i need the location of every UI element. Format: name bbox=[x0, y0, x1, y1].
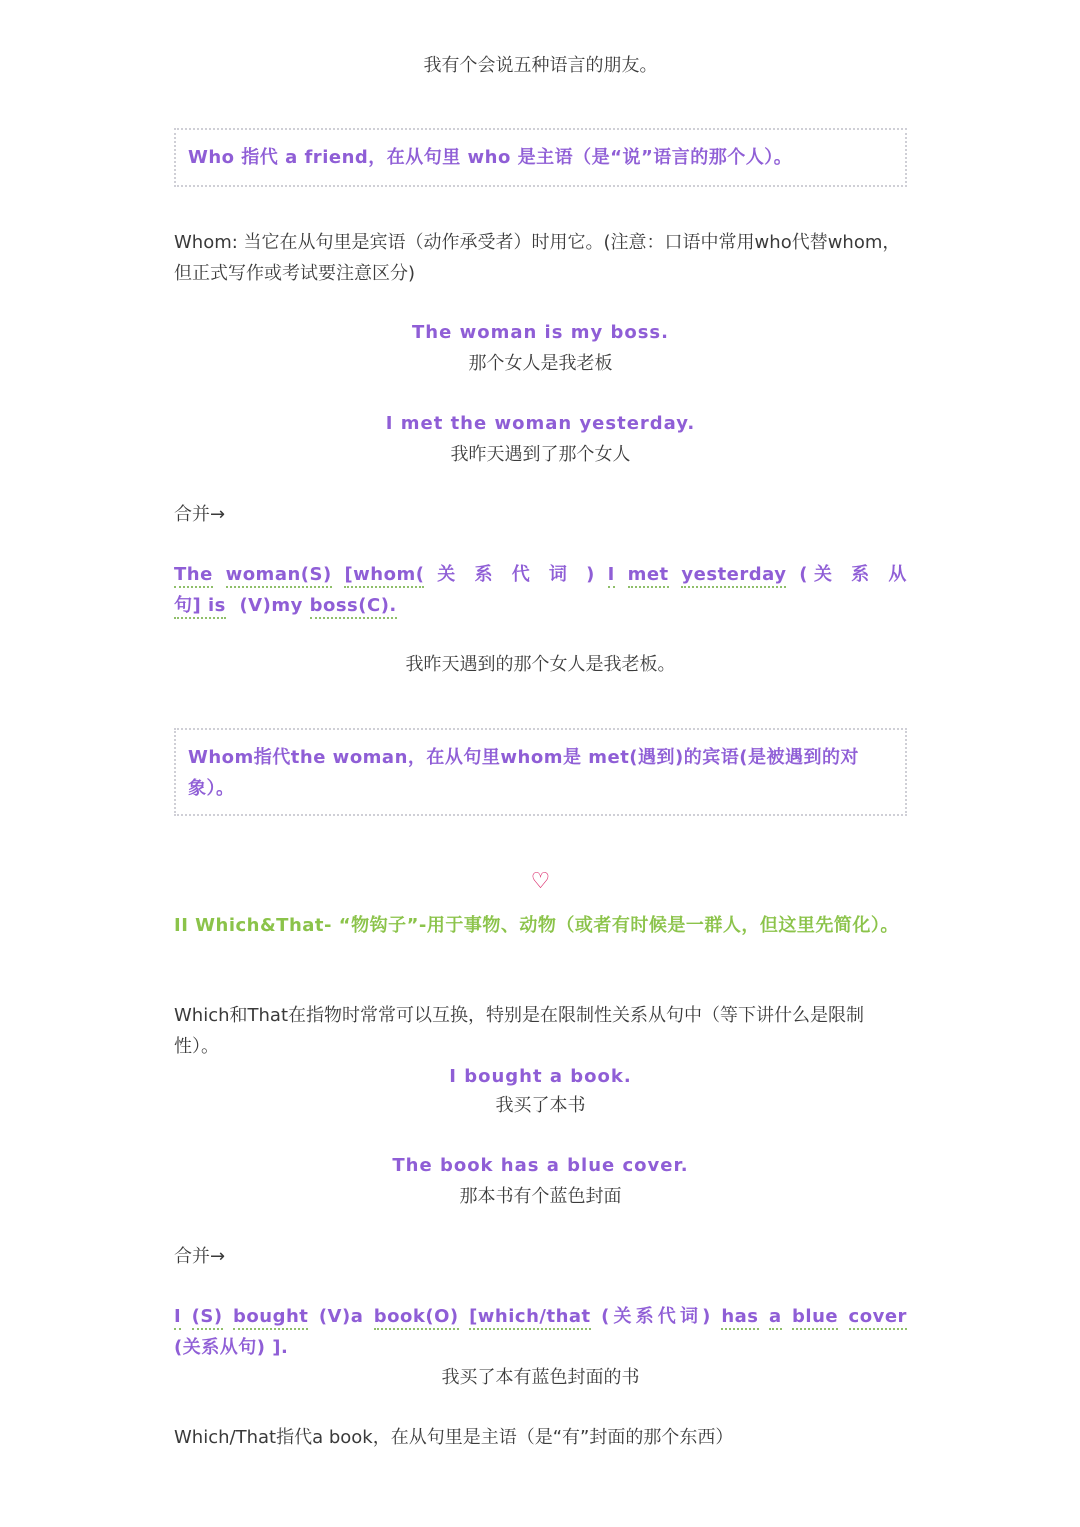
combined-sentence-whom-line2 bbox=[174, 590, 907, 621]
word-woman-s: woman(S) bbox=[226, 564, 332, 588]
note-whom: Whom指代the woman，在从句里whom是 met(遇到)的宾语(是被遇到的对象）。 bbox=[174, 728, 907, 816]
example-bought-book-translation: 我买了本书 bbox=[495, 1095, 586, 1116]
combined-sentence-whom-line1 bbox=[174, 559, 907, 590]
combined-sentence-which-line1 bbox=[174, 1301, 907, 1332]
combined-whom-translation: 我昨天遇到的那个女人是我老板。 bbox=[405, 654, 676, 675]
combined-which-translation: 我买了本有蓝色封面的书 bbox=[441, 1367, 640, 1388]
word-cover: cover bbox=[849, 1306, 907, 1330]
word-bought: bought bbox=[233, 1306, 308, 1330]
word-a: a bbox=[769, 1306, 782, 1330]
word-whom: [whom( bbox=[344, 564, 424, 588]
word-v-a: (V)a bbox=[318, 1306, 364, 1327]
word-which-that: [which/that bbox=[469, 1306, 591, 1330]
note-who: Who 指代 a friend，在从句里 who 是主语（是“说”语言的那个人）。 bbox=[174, 128, 907, 187]
word-s: (S) bbox=[192, 1306, 223, 1330]
merge-label-1: 合并→ bbox=[174, 504, 226, 525]
example-blue-cover: The book has a blue cover. bbox=[392, 1155, 689, 1176]
which-that-outro: Which/That指代a book，在从句里是主语（是“有”封面的那个东西） bbox=[174, 1427, 734, 1448]
word-the: The bbox=[174, 564, 213, 588]
example-woman-boss: The woman is my boss. bbox=[412, 322, 669, 343]
merge-label-2: 合并→ bbox=[174, 1246, 226, 1267]
word-clause-is: 句] is bbox=[174, 595, 226, 619]
example-bought-book: I bought a book. bbox=[449, 1066, 632, 1087]
combined-sentence-which-line2 bbox=[174, 1332, 907, 1363]
word-book-o: book(O) bbox=[374, 1306, 459, 1330]
translation-friend: 我有个会说五种语言的朋友。 bbox=[423, 55, 658, 76]
word-i: I bbox=[174, 1306, 181, 1330]
word-i: I bbox=[608, 564, 615, 588]
word-yesterday: yesterday bbox=[681, 564, 786, 588]
word-relative-pronoun: (关系代词) bbox=[601, 1306, 711, 1327]
word-relative-clause-open: (关 系 从 bbox=[799, 564, 907, 585]
example-blue-cover-translation: 那本书有个蓝色封面 bbox=[459, 1186, 622, 1207]
section-heading-which-that: II Which&That- “物钩子”-用于事物、动物（或者有时候是一群人，但这里先简化）。 bbox=[174, 915, 899, 936]
word-has: has bbox=[721, 1306, 758, 1330]
example-met-woman: I met the woman yesterday. bbox=[385, 413, 696, 434]
word-relative-pronoun: 关 系 代 词 ) bbox=[437, 564, 595, 585]
word-relative-clause: (关系从句) ]. bbox=[174, 1337, 289, 1358]
which-that-intro: Which和That在指物时常常可以互换，特别是在限制性关系从句中（等下讲什么是限制性）。 bbox=[174, 1005, 864, 1057]
word-blue: blue bbox=[792, 1306, 838, 1330]
word-boss-c: boss(C). bbox=[310, 595, 397, 619]
word-met: met bbox=[628, 564, 669, 588]
example-met-woman-translation: 我昨天遇到了那个女人 bbox=[450, 444, 631, 465]
word-v-my: (V)my bbox=[239, 595, 303, 616]
example-woman-boss-translation: 那个女人是我老板 bbox=[468, 353, 613, 374]
heart-outline-icon: ♡ bbox=[530, 869, 551, 894]
whom-intro: Whom: 当它在从句里是宾语（动作承受者）时用它。(注意：口语中常用who代替whom，但正式写作或考试要注意区分) bbox=[174, 232, 901, 284]
